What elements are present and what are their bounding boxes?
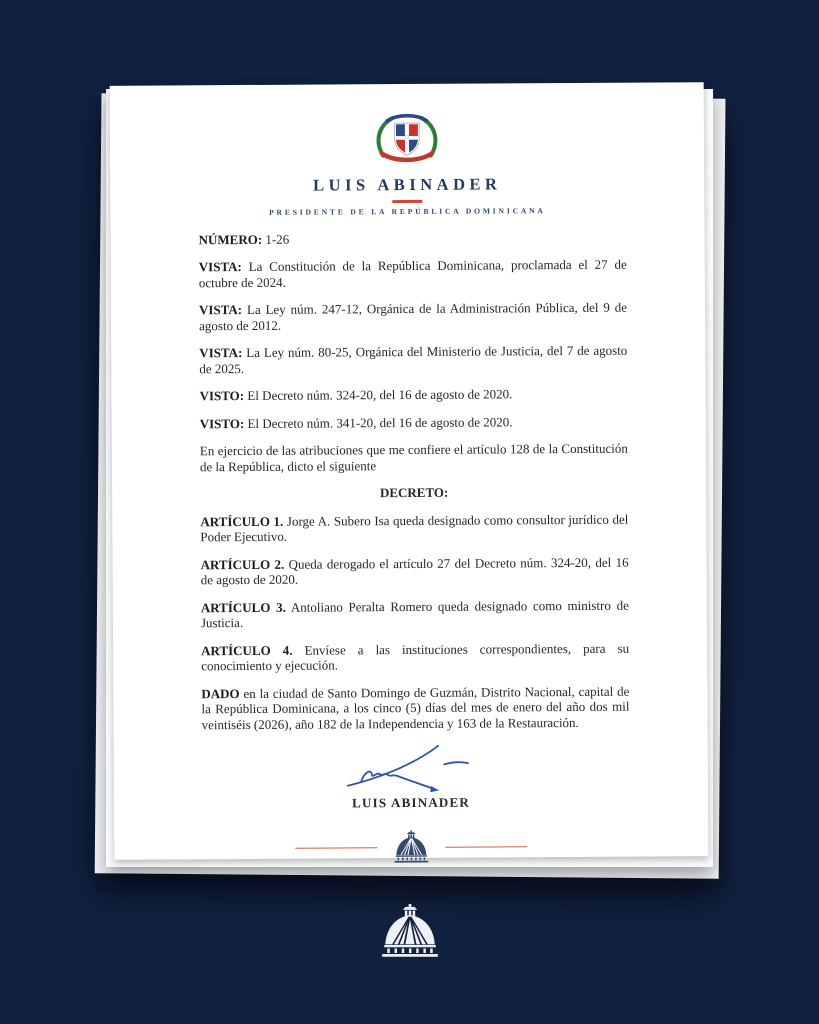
- red-divider: [392, 200, 422, 203]
- signature-name: LUIS ABINADER: [352, 794, 470, 811]
- decree-number-label: NÚMERO:: [198, 231, 263, 247]
- decree-number: [199, 229, 627, 247]
- article: ARTÍCULO 3. Antoliano Peralta Romero queda designado como ministro de Justicia.: [200, 597, 629, 631]
- coat-of-arms-icon: [370, 110, 444, 167]
- dado-clause: DADO en la ciudad de Santo Domingo de Guzmán, Distrito Nacional, capital de la República Dominicana, a los cinco (5) días del mes de enero del año dos mil veintiséis (2026), año 182 de la Independencia y 163 de la Restauración.: [201, 683, 630, 732]
- article: ARTÍCULO 2. Queda derogado el artículo 27 del Decreto núm. 324-20, del 16 de agosto de 2020.: [200, 554, 629, 588]
- recital: VISTA: La Ley núm. 80-25, Orgánica del Ministerio de Justicia, del 7 de agosto de 2025.: [199, 342, 628, 376]
- recital: VISTA: La Constitución de la República Dominicana, proclamada el 27 de octubre de 2024.: [198, 256, 627, 290]
- paper-footer: [114, 828, 708, 867]
- signature-block: [114, 741, 708, 813]
- recital: VISTO: El Decreto núm. 324-20, del 16 de agosto de 2020.: [199, 386, 513, 404]
- dome-icon: [391, 830, 431, 865]
- paper-stack: [110, 82, 709, 860]
- signature-scribble-icon: [325, 742, 497, 795]
- decree-number-value: 1-26: [265, 231, 290, 247]
- dome-watermark-icon: [377, 902, 443, 962]
- president-name: LUIS ABINADER: [313, 174, 502, 195]
- recital: VISTA: La Ley núm. 247-12, Orgánica de la Administración Pública, del 9 de agosto de 2012.: [198, 299, 628, 333]
- president-title: PRESIDENTE DE LA REPÚBLICA DOMINICANA: [269, 205, 546, 217]
- article: ARTÍCULO 4. Envíese a las instituciones correspondientes, para su conocimiento y ejecución.: [201, 640, 630, 674]
- article: ARTÍCULO 1. Jorge A. Subero Isa queda designado como consultor jurídico del Poder Ejecutivo.: [200, 511, 629, 545]
- recital: VISTO: El Decreto núm. 341-20, del 16 de agosto de 2020.: [199, 413, 513, 431]
- decree-heading: DECRETO:: [379, 484, 449, 501]
- preamble: En ejercicio de las atribuciones que me confiere el artículo 128 de la Constitución de la República, dicto el siguiente: [199, 440, 628, 474]
- footer-rule-left: [295, 847, 377, 849]
- decree-body: [199, 229, 630, 732]
- footer-rule-right: [445, 846, 527, 848]
- decree-page: [110, 82, 709, 860]
